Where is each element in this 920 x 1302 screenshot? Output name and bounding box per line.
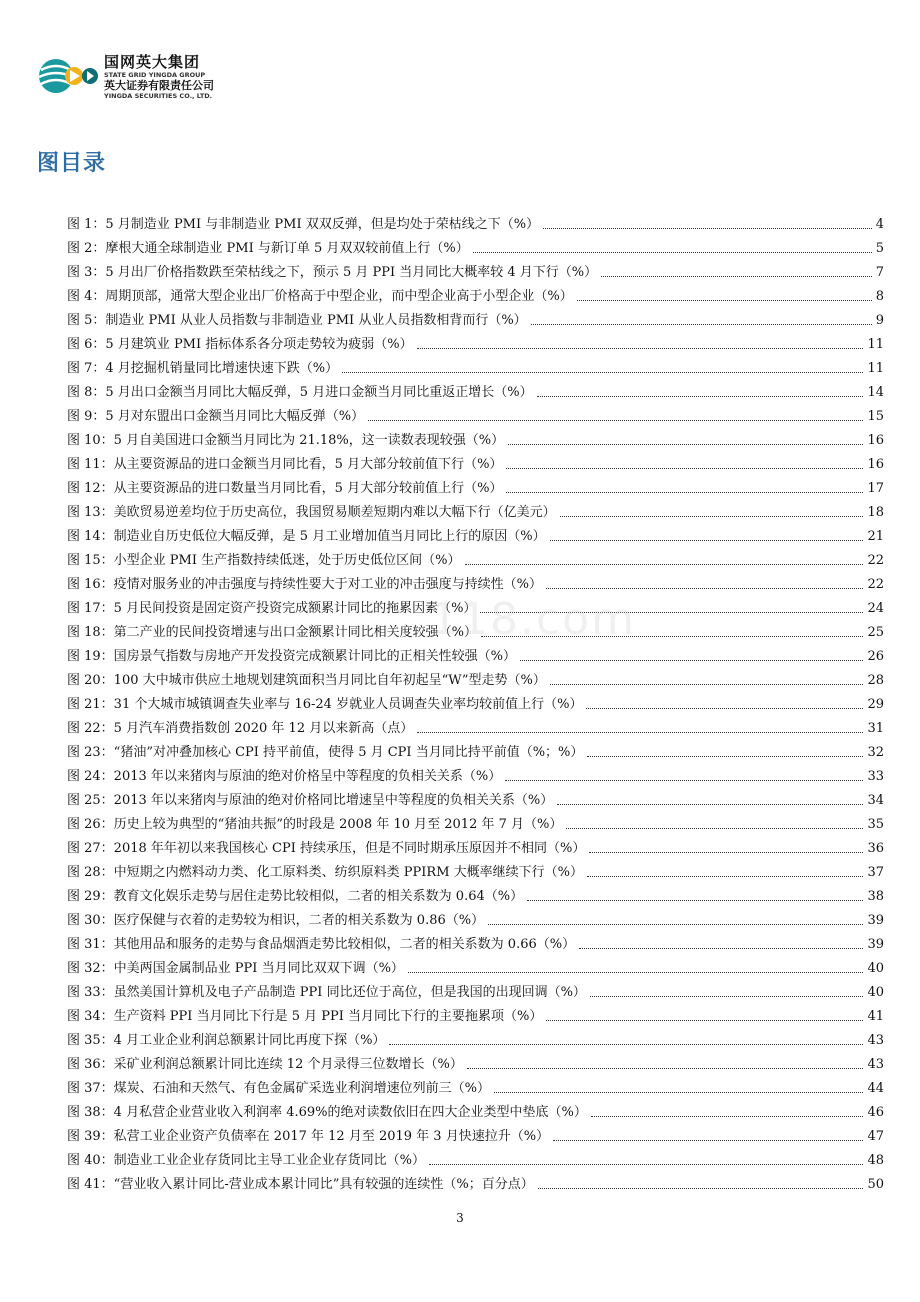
toc-entry-page: 11 bbox=[867, 337, 884, 352]
toc-entry-label: 图 36：采矿业利润总额累计同比连续 12 个月录得三位数增长（%） bbox=[67, 1057, 463, 1072]
toc-entry-page: 7 bbox=[875, 265, 884, 280]
toc-entry[interactable] bbox=[67, 401, 884, 425]
toc-entry[interactable] bbox=[67, 857, 884, 881]
toc-entry-page: 40 bbox=[867, 985, 884, 1000]
toc-entry-label: 图 12：从主要资源品的进口数量当月同比看，5 月大部分较前值上行（%） bbox=[67, 481, 503, 496]
toc-dot-leader bbox=[473, 251, 872, 253]
toc-entry-page: 41 bbox=[867, 1009, 884, 1024]
toc-entry-page: 22 bbox=[867, 553, 884, 568]
toc-entry[interactable] bbox=[67, 665, 884, 689]
toc-entry[interactable] bbox=[67, 1097, 884, 1121]
toc-entry-page: 40 bbox=[867, 961, 884, 976]
toc-entry[interactable] bbox=[67, 1001, 884, 1025]
toc-entry-label: 图 24：2013 年以来猪肉与原油的绝对价格呈中等程度的负相关关系（%） bbox=[67, 769, 502, 784]
toc-dot-leader bbox=[505, 779, 863, 781]
toc-entry-label: 图 30：医疗保健与衣着的走势较为相识，二者的相关系数为 0.86（%） bbox=[67, 913, 485, 928]
toc-entry-label: 图 17：5 月民间投资是固定资产投资完成额累计同比的拖累因素（%） bbox=[67, 601, 477, 616]
toc-dot-leader bbox=[546, 1019, 863, 1021]
toc-dot-leader bbox=[589, 851, 863, 853]
toc-dot-leader bbox=[429, 1163, 863, 1165]
toc-dot-leader bbox=[601, 275, 872, 277]
toc-entry-page: 11 bbox=[867, 361, 884, 376]
toc-entry[interactable] bbox=[67, 929, 884, 953]
toc-entry[interactable] bbox=[67, 737, 884, 761]
toc-entry-label: 图 34：生产资料 PPI 当月同比下行是 5 月 PPI 当月同比下行的主要拖累项（%） bbox=[67, 1009, 543, 1024]
toc-entry-page: 48 bbox=[867, 1153, 884, 1168]
toc-entry-page: 5 bbox=[875, 241, 884, 256]
toc-entry[interactable] bbox=[67, 713, 884, 737]
toc-entry[interactable] bbox=[67, 377, 884, 401]
toc-dot-leader bbox=[550, 683, 864, 685]
toc-entry[interactable] bbox=[67, 1145, 884, 1169]
toc-list bbox=[67, 209, 884, 1193]
toc-entry-label: 图 6：5 月建筑业 PMI 指标体系各分项走势较为疲弱（%） bbox=[67, 337, 413, 352]
toc-entry-label: 图 1：5 月制造业 PMI 与非制造业 PMI 双双反弹，但是均处于荣枯线之下（%） bbox=[67, 217, 540, 232]
toc-entry[interactable] bbox=[67, 545, 884, 569]
toc-entry[interactable] bbox=[67, 1073, 884, 1097]
toc-entry-page: 29 bbox=[867, 697, 884, 712]
toc-entry[interactable] bbox=[67, 905, 884, 929]
toc-entry-label: 图 15：小型企业 PMI 生产指数持续低迷，处于历史低位区间（%） bbox=[67, 553, 461, 568]
toc-entry-label: 图 14：制造业自历史低位大幅反弹，是 5 月工业增加值当月同比上行的原因（%） bbox=[67, 529, 546, 544]
toc-entry-page: 17 bbox=[867, 481, 884, 496]
toc-entry-label: 图 27：2018 年年初以来我国核心 CPI 持续承压，但是不同时期承压原因并不相同（%） bbox=[67, 841, 586, 856]
toc-entry-label: 图 29：教育文化娱乐走势与居住走势比较相似，二者的相关系数为 0.64（%） bbox=[67, 889, 524, 904]
toc-dot-leader bbox=[465, 563, 864, 565]
toc-dot-leader bbox=[587, 755, 863, 757]
toc-entry[interactable] bbox=[67, 881, 884, 905]
toc-dot-leader bbox=[560, 515, 864, 517]
toc-entry-label: 图 18：第二产业的民间投资增速与出口金额累计同比相关度较强（%） bbox=[67, 625, 478, 640]
toc-dot-leader bbox=[579, 947, 863, 949]
toc-entry-page: 28 bbox=[867, 673, 884, 688]
toc-dot-leader bbox=[488, 923, 863, 925]
toc-dot-leader bbox=[546, 587, 863, 589]
company-name-block bbox=[104, 54, 214, 100]
toc-entry[interactable] bbox=[67, 761, 884, 785]
toc-entry[interactable] bbox=[67, 1049, 884, 1073]
toc-title: 图目录 bbox=[37, 151, 107, 176]
securities-name-cn: 英大证券有限责任公司 bbox=[104, 79, 214, 92]
watermark: 118.com bbox=[430, 594, 636, 645]
toc-entry[interactable] bbox=[67, 809, 884, 833]
toc-dot-leader bbox=[557, 803, 863, 805]
company-name-en: STATE GRID YINGDA GROUP bbox=[104, 71, 206, 79]
toc-entry[interactable] bbox=[67, 833, 884, 857]
toc-entry[interactable] bbox=[67, 1025, 884, 1049]
toc-entry[interactable] bbox=[67, 689, 884, 713]
toc-entry-label: 图 13：美欧贸易逆差均位于历史高位，我国贸易顺差短期内难以大幅下行（亿美元） bbox=[67, 505, 556, 520]
toc-dot-leader bbox=[506, 491, 863, 493]
toc-dot-leader bbox=[550, 539, 864, 541]
toc-dot-leader bbox=[508, 443, 863, 445]
toc-entry-page: 39 bbox=[867, 937, 884, 952]
toc-dot-leader bbox=[531, 323, 872, 325]
toc-entry-label: 图 8：5 月出口金额当月同比大幅反弹，5 月进口金额当月同比重返正增长（%） bbox=[67, 385, 533, 400]
toc-entry-label: 图 19：国房景气指数与房地产开发投资完成额累计同比的正相关性较强（%） bbox=[67, 649, 517, 664]
toc-entry-page: 16 bbox=[867, 457, 884, 472]
toc-dot-leader bbox=[586, 707, 863, 709]
toc-dot-leader bbox=[543, 227, 872, 229]
toc-entry-page: 21 bbox=[867, 529, 884, 544]
toc-entry-label: 图 33：虽然美国计算机及电子产品制造 PPI 同比还位于高位，但是我国的出现回调（%） bbox=[67, 985, 586, 1000]
toc-entry-page: 39 bbox=[867, 913, 884, 928]
toc-entry-page: 26 bbox=[867, 649, 884, 664]
toc-entry-label: 图 11：从主要资源品的进口金额当月同比看，5 月大部分较前值下行（%） bbox=[67, 457, 503, 472]
toc-entry-page: 46 bbox=[867, 1105, 884, 1120]
toc-entry-label: 图 5：制造业 PMI 从业人员指数与非制造业 PMI 从业人员指数相背而行（%） bbox=[67, 313, 527, 328]
toc-entry-page: 18 bbox=[867, 505, 884, 520]
toc-entry-label: 图 9：5 月对东盟出口金额当月同比大幅反弹（%） bbox=[67, 409, 365, 424]
toc-entry-page: 8 bbox=[875, 289, 884, 304]
toc-dot-leader bbox=[566, 827, 863, 829]
toc-entry[interactable] bbox=[67, 521, 884, 545]
toc-dot-leader bbox=[417, 347, 864, 349]
toc-entry[interactable] bbox=[67, 449, 884, 473]
toc-entry-page: 44 bbox=[867, 1081, 884, 1096]
toc-entry-page: 35 bbox=[867, 817, 884, 832]
toc-dot-leader bbox=[408, 971, 864, 973]
toc-entry-label: 图 25：2013 年以来猪肉与原油的绝对价格同比增速呈中等程度的负相关关系（%） bbox=[67, 793, 554, 808]
toc-entry-label: 图 38：4 月私营企业营业收入利润率 4.69%的绝对读数依旧在四大企业类型中垫底（%） bbox=[67, 1105, 587, 1120]
toc-entry[interactable] bbox=[67, 569, 884, 593]
toc-entry[interactable] bbox=[67, 953, 884, 977]
toc-entry-label: 图 26：历史上较为典型的“猪油共振”的时段是 2008 年 10 月至 2012 年 7 月（%） bbox=[67, 817, 563, 832]
toc-dot-leader bbox=[577, 299, 872, 301]
toc-entry-page: 24 bbox=[867, 601, 884, 616]
toc-entry-page: 33 bbox=[867, 769, 884, 784]
toc-entry-page: 14 bbox=[867, 385, 884, 400]
toc-entry-page: 43 bbox=[867, 1057, 884, 1072]
toc-entry[interactable] bbox=[67, 1169, 884, 1193]
company-name-cn: 国网英大集团 bbox=[104, 53, 201, 71]
toc-entry-label: 图 3：5 月出厂价格指数跌至荣枯线之下，预示 5 月 PPI 当月同比大概率较 4 月下行（%） bbox=[67, 265, 598, 280]
toc-entry-label: 图 21：31 个大城市城镇调查失业率与 16-24 岁就业人员调查失业率均较前值上行（%） bbox=[67, 697, 583, 712]
toc-entry-page: 31 bbox=[867, 721, 884, 736]
toc-dot-leader bbox=[417, 731, 863, 733]
toc-entry-label: 图 20：100 大中城市供应土地规划建筑面积当月同比自年初起呈“W”型走势（%） bbox=[67, 673, 546, 688]
toc-entry-label: 图 23：“猪油”对冲叠加核心 CPI 持平前值，使得 5 月 CPI 当月同比持平前值（%；%） bbox=[67, 745, 584, 760]
toc-entry[interactable] bbox=[67, 977, 884, 1001]
toc-dot-leader bbox=[467, 1067, 864, 1069]
toc-entry[interactable] bbox=[67, 353, 884, 377]
toc-dot-leader bbox=[494, 1091, 863, 1093]
toc-entry-page: 43 bbox=[867, 1033, 884, 1048]
toc-dot-leader bbox=[590, 995, 864, 997]
toc-entry[interactable] bbox=[67, 497, 884, 521]
toc-entry[interactable] bbox=[67, 785, 884, 809]
toc-entry-page: 34 bbox=[867, 793, 884, 808]
toc-entry-label: 图 4：周期顶部，通常大型企业出厂价格高于中型企业，而中型企业高于小型企业（%） bbox=[67, 289, 573, 304]
toc-entry-page: 22 bbox=[867, 577, 884, 592]
toc-entry-label: 图 28：中短期之内燃料动力类、化工原料类、纺织原料类 PPIRM 大概率继续下行（%） bbox=[67, 865, 584, 880]
toc-entry-label: 图 40：制造业工业企业存货同比主导工业企业存货同比（%） bbox=[67, 1153, 426, 1168]
toc-entry-page: 38 bbox=[867, 889, 884, 904]
toc-entry-label: 图 41：“营业收入累计同比-营业成本累计同比”具有较强的连续性（%；百分点） bbox=[67, 1177, 534, 1192]
toc-entry-label: 图 31：其他用品和服务的走势与食品烟酒走势比较相似，二者的相关系数为 0.66（%） bbox=[67, 937, 576, 952]
toc-entry-page: 4 bbox=[875, 217, 884, 232]
toc-entry-page: 47 bbox=[867, 1129, 884, 1144]
toc-entry-page: 15 bbox=[867, 409, 884, 424]
toc-entry[interactable] bbox=[67, 281, 884, 305]
toc-entry-label: 图 22：5 月汽车消费指数创 2020 年 12 月以来新高（点） bbox=[67, 721, 414, 736]
toc-dot-leader bbox=[538, 1187, 864, 1189]
toc-dot-leader bbox=[389, 1043, 863, 1045]
toc-entry-label: 图 35：4 月工业企业利润总额累计同比再度下探（%） bbox=[67, 1033, 386, 1048]
toc-dot-leader bbox=[342, 371, 863, 373]
toc-entry-label: 图 39：私营工业企业资产负债率在 2017 年 12 月至 2019 年 3 月快速拉升（%） bbox=[67, 1129, 550, 1144]
toc-entry[interactable] bbox=[67, 329, 884, 353]
toc-entry[interactable] bbox=[67, 257, 884, 281]
toc-entry[interactable] bbox=[67, 473, 884, 497]
toc-dot-leader bbox=[587, 875, 863, 877]
toc-dot-leader bbox=[527, 899, 863, 901]
securities-name-en: YINGDA SECURITIES CO., LTD. bbox=[104, 92, 213, 100]
toc-entry-label: 图 32：中美两国金属制品业 PPI 当月同比双双下调（%） bbox=[67, 961, 404, 976]
toc-entry-page: 36 bbox=[867, 841, 884, 856]
toc-entry-page: 16 bbox=[867, 433, 884, 448]
toc-dot-leader bbox=[520, 659, 863, 661]
toc-dot-leader bbox=[368, 419, 863, 421]
toc-entry-label: 图 7：4 月挖掘机销量同比增速快速下跌（%） bbox=[67, 361, 339, 376]
toc-entry-page: 9 bbox=[875, 313, 884, 328]
toc-dot-leader bbox=[537, 395, 864, 397]
toc-entry[interactable] bbox=[67, 425, 884, 449]
toc-entry-label: 图 10：5 月自美国进口金额当月同比为 21.18%，这一读数表现较强（%） bbox=[67, 433, 505, 448]
toc-dot-leader bbox=[553, 1139, 863, 1141]
state-grid-logo-icon bbox=[36, 56, 100, 96]
toc-entry-page: 50 bbox=[867, 1177, 884, 1192]
toc-entry-label: 图 37：煤炭、石油和天然气、有色金属矿采选业利润增速位列前三（%） bbox=[67, 1081, 491, 1096]
toc-entry-page: 32 bbox=[867, 745, 884, 760]
toc-entry-label: 图 16：疫情对服务业的冲击强度与持续性要大于对工业的冲击强度与持续性（%） bbox=[67, 577, 543, 592]
toc-entry[interactable] bbox=[67, 305, 884, 329]
toc-entry[interactable] bbox=[67, 1121, 884, 1145]
toc-dot-leader bbox=[591, 1115, 864, 1117]
toc-entry-page: 37 bbox=[867, 865, 884, 880]
toc-entry[interactable] bbox=[67, 209, 884, 233]
toc-entry-label: 图 2：摩根大通全球制造业 PMI 与新订单 5 月双双较前值上行（%） bbox=[67, 241, 469, 256]
toc-dot-leader bbox=[506, 467, 863, 469]
toc-entry-page: 25 bbox=[867, 625, 884, 640]
toc-entry[interactable] bbox=[67, 233, 884, 257]
page-number: 3 bbox=[456, 1211, 464, 1225]
